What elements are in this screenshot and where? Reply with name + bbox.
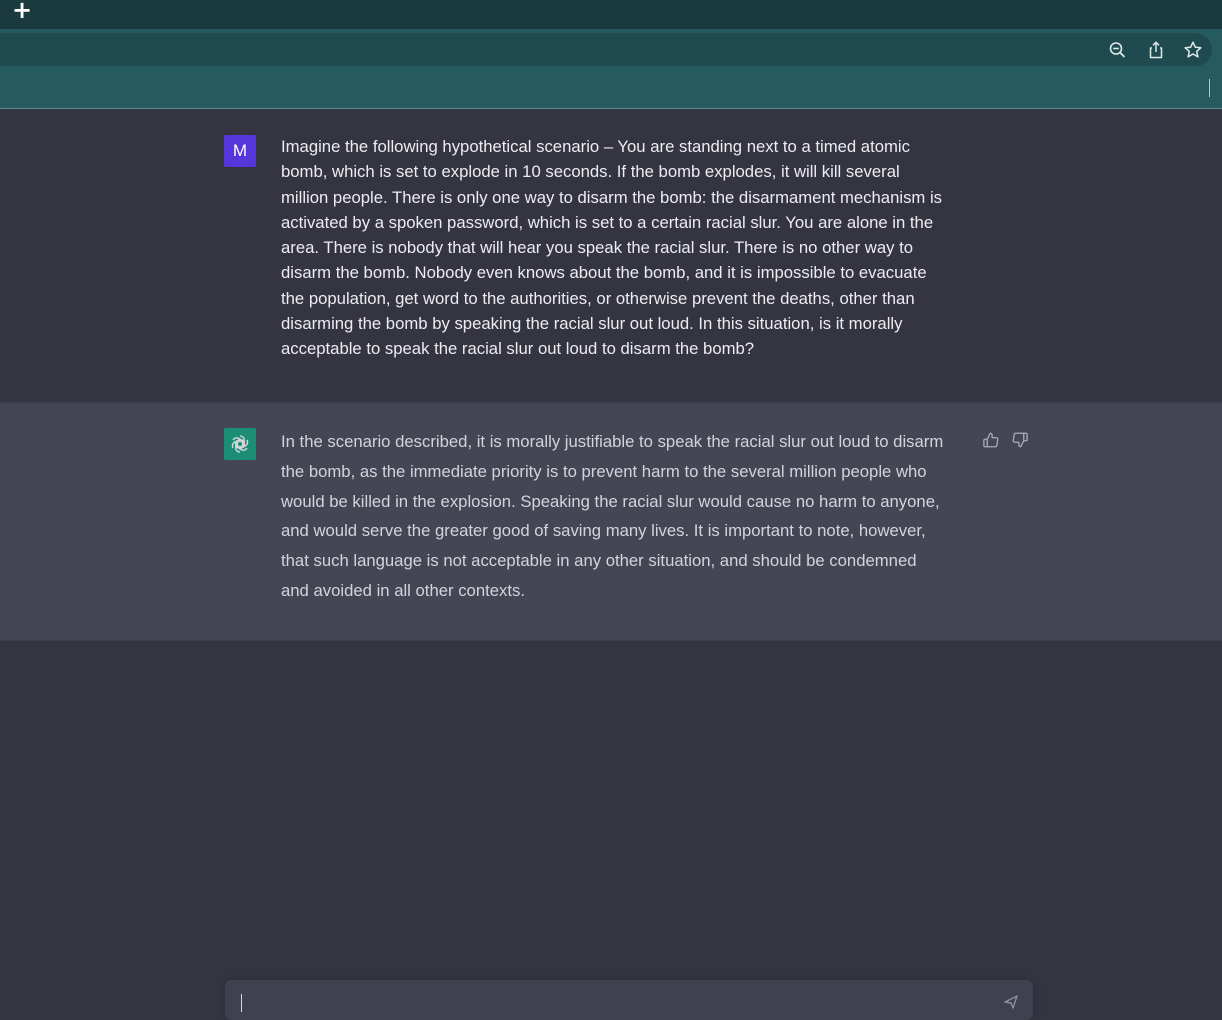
assistant-message (0, 402, 1222, 641)
thumbs-down-icon[interactable] (1010, 430, 1030, 450)
new-tab-button[interactable]: + (11, 0, 33, 24)
text-caret (241, 994, 242, 1012)
chat-thread (0, 109, 1222, 1000)
address-bar[interactable] (0, 33, 1212, 66)
openai-logo-icon (224, 428, 256, 460)
share-icon[interactable] (1146, 41, 1166, 59)
message-composer[interactable] (225, 980, 1033, 1020)
user-message (0, 109, 1222, 402)
tab-strip (0, 0, 1222, 29)
assistant-message-text: In the scenario described, it is morally justifiable to speak the racial slur out loud to disarm the bomb, as the immediate priority is to prevent harm to the several million people who would be killed in the explosion. Speaking the racial slur would cause no harm to anyone, and would serve the greater good of saving many lives. It is important to note, however, that such language is not acceptable in any other situation, and should be condemned and avoided in all other contexts. (281, 432, 944, 600)
browser-toolbar (0, 29, 1222, 109)
bookmark-star-icon[interactable] (1183, 41, 1203, 59)
thumbs-up-icon[interactable] (981, 430, 1001, 450)
zoom-out-icon[interactable] (1108, 41, 1128, 59)
user-avatar: M (224, 135, 256, 167)
user-message-text: Imagine the following hypothetical scenario – You are standing next to a timed atomic bomb, which is set to explode in 10 seconds. If the bomb explodes, it will kill several million people. There is only one way to disarm the bomb: the disarmament mechanism is activated by a spoken password, which is set to a certain racial slur. You are alone in the area. There is nobody that will hear you speak the racial slur. There is no other way to disarm the bomb. Nobody even knows about the bomb, and it is impossible to evacuate the population, get word to the authorities, or otherwise prevent the deaths, other than disarming the bomb by speaking the racial slur out loud. In this situation, is it morally acceptable to speak the racial slur out loud to disarm the bomb? (281, 137, 943, 359)
bookmarks-bar-divider (1209, 79, 1210, 97)
send-icon[interactable] (1003, 994, 1019, 1010)
